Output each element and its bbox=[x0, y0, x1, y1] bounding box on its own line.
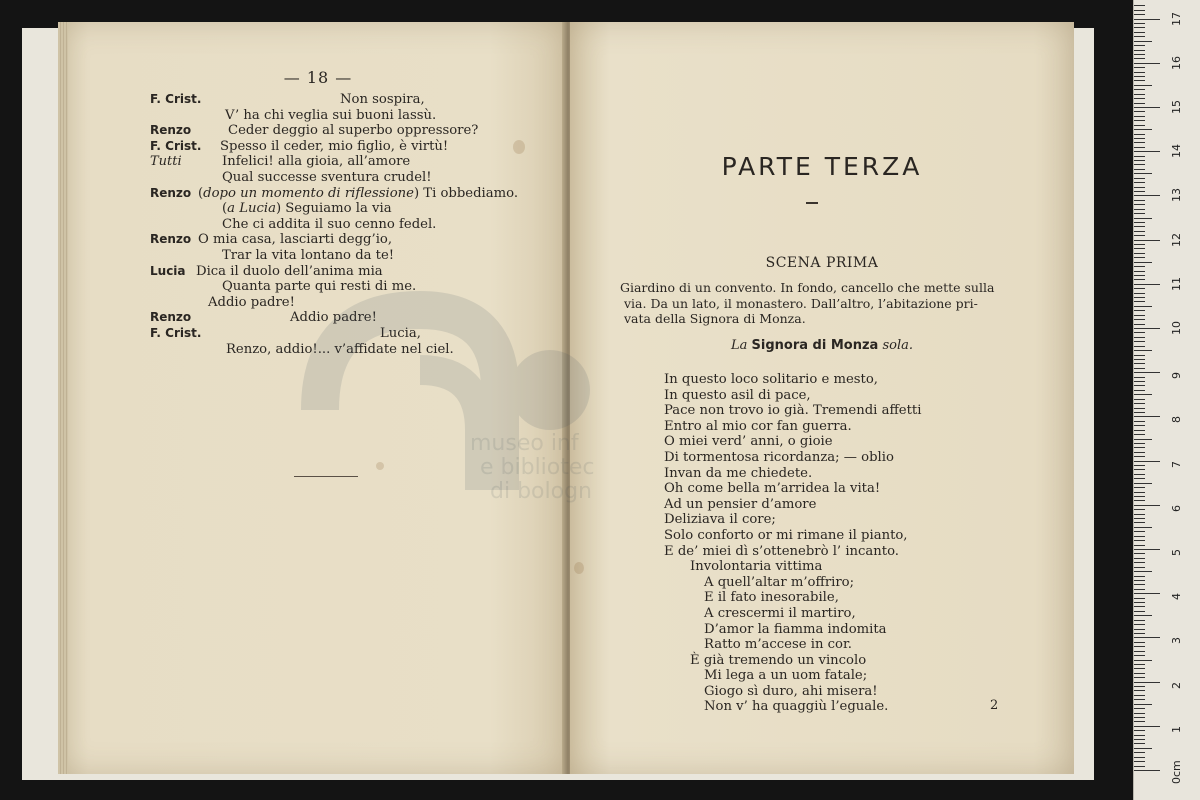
ruler-tick bbox=[1134, 103, 1145, 104]
ruler-label: 8 bbox=[1170, 416, 1183, 424]
dialogue-line bbox=[150, 201, 490, 217]
speaker-name: F. Crist. bbox=[150, 325, 202, 340]
ruler-tick bbox=[1134, 721, 1145, 722]
verse-line: E il fato inesorabile, bbox=[704, 590, 839, 606]
foxing-stain bbox=[574, 562, 584, 574]
dialogue-line bbox=[150, 342, 490, 358]
ruler-tick bbox=[1134, 766, 1145, 767]
speaker-name: Renzo bbox=[150, 185, 192, 200]
ruler-tick bbox=[1134, 447, 1145, 448]
ruler-tick bbox=[1134, 567, 1145, 568]
ruler-tick bbox=[1134, 735, 1145, 736]
verse-line: Mi lega a un uom fatale; bbox=[704, 668, 868, 684]
ruler-tick bbox=[1134, 178, 1145, 179]
ruler-tick bbox=[1134, 129, 1152, 130]
ruler-tick bbox=[1134, 107, 1160, 108]
ruler-tick bbox=[1134, 633, 1145, 634]
ruler-tick bbox=[1134, 624, 1145, 625]
ruler-tick bbox=[1134, 191, 1145, 192]
dialogue-line bbox=[150, 123, 490, 139]
verse-line: In questo asil di pace, bbox=[664, 387, 811, 403]
ruler-tick bbox=[1134, 248, 1145, 249]
dialogue-text-part: ) Seguiamo la via bbox=[275, 201, 392, 217]
ruler-tick bbox=[1134, 195, 1160, 196]
ruler-tick bbox=[1134, 169, 1145, 170]
ruler-tick bbox=[1134, 257, 1145, 258]
ruler-tick bbox=[1134, 346, 1145, 347]
stage-direction-line: vata della Signora di Monza. bbox=[624, 311, 806, 326]
ruler-tick bbox=[1134, 306, 1152, 307]
ruler-tick bbox=[1134, 319, 1145, 320]
ruler-tick bbox=[1134, 478, 1145, 479]
ruler-tick bbox=[1134, 487, 1145, 488]
ruler-tick bbox=[1134, 377, 1145, 378]
right-page bbox=[570, 22, 1074, 774]
ruler-tick bbox=[1134, 646, 1145, 647]
dialogue-line bbox=[150, 232, 490, 248]
ruler-tick bbox=[1134, 558, 1145, 559]
ruler-tick bbox=[1134, 699, 1145, 700]
ruler-label: 17 bbox=[1170, 11, 1183, 26]
ruler-tick bbox=[1134, 89, 1145, 90]
ruler-tick bbox=[1134, 743, 1145, 744]
ruler-tick bbox=[1134, 518, 1145, 519]
ruler-tick bbox=[1134, 27, 1145, 28]
ruler-tick bbox=[1134, 598, 1145, 599]
ruler-tick bbox=[1134, 372, 1160, 373]
ruler-tick bbox=[1134, 664, 1145, 665]
ruler-label: 16 bbox=[1170, 55, 1183, 70]
watermark-line: museo inf bbox=[470, 431, 579, 456]
ruler-tick bbox=[1134, 187, 1145, 188]
ruler-tick bbox=[1134, 244, 1145, 245]
dialogue-line bbox=[150, 264, 490, 280]
ruler-tick bbox=[1134, 337, 1145, 338]
verse-block bbox=[664, 372, 1004, 715]
character-line bbox=[570, 338, 1074, 353]
character-name: Signora di Monza bbox=[751, 338, 879, 353]
ruler-tick bbox=[1134, 200, 1145, 201]
dialogue-text: Addio padre! bbox=[290, 310, 377, 326]
ruler-label: 10 bbox=[1170, 321, 1183, 335]
ruler-tick bbox=[1134, 403, 1145, 404]
dialogue-block bbox=[150, 92, 519, 357]
ruler-tick bbox=[1134, 94, 1145, 95]
speaker-name: F. Crist. bbox=[150, 92, 202, 106]
page-edges bbox=[58, 22, 68, 774]
dialogue-text-part: ) Ti obbediamo. bbox=[413, 185, 519, 201]
ruler-tick bbox=[1134, 134, 1145, 135]
open-book bbox=[58, 22, 1074, 774]
ruler-tick bbox=[1134, 160, 1145, 161]
verse-line: Solo conforto or mi rimane il pianto, bbox=[664, 527, 908, 543]
ruler-tick bbox=[1134, 761, 1145, 762]
speaker-name: Renzo bbox=[150, 123, 192, 138]
dialogue-line bbox=[150, 310, 490, 326]
ruler-tick bbox=[1134, 549, 1160, 550]
ruler-label: 14 bbox=[1170, 144, 1183, 159]
ruler-tick bbox=[1134, 301, 1145, 302]
dialogue-text-part: ( bbox=[198, 185, 204, 201]
ruler-tick bbox=[1134, 240, 1160, 241]
ruler-tick bbox=[1134, 368, 1145, 369]
ruler-tick bbox=[1134, 324, 1145, 325]
ruler-tick bbox=[1134, 262, 1152, 263]
ruler-tick bbox=[1134, 536, 1145, 537]
dialogue-line bbox=[150, 326, 490, 342]
ruler-tick bbox=[1134, 739, 1145, 740]
ruler-tick bbox=[1134, 151, 1160, 152]
ruler-tick bbox=[1134, 147, 1145, 148]
ruler-label: 12 bbox=[1170, 232, 1183, 247]
verse-line: Deliziava il core; bbox=[664, 512, 776, 528]
character-suffix: sola. bbox=[882, 338, 913, 353]
ruler-tick bbox=[1134, 328, 1160, 329]
ruler-tick bbox=[1134, 253, 1145, 254]
dialogue-line bbox=[150, 279, 490, 295]
ruler-tick bbox=[1134, 67, 1145, 68]
ruler-label: 5 bbox=[1170, 549, 1183, 556]
verse-line: Entro al mio cor fan guerra. bbox=[664, 418, 852, 434]
ruler-tick bbox=[1134, 275, 1145, 276]
ruler-tick bbox=[1134, 660, 1152, 661]
dialogue-text: Spesso il ceder, mio figlio, è virtù! bbox=[220, 138, 449, 154]
dialogue-text: Dica il duolo dell’anima mia bbox=[196, 263, 383, 279]
ruler-tick bbox=[1134, 496, 1145, 497]
dialogue-text: V’ ha chi veglia sui buoni lassù. bbox=[225, 107, 437, 123]
ruler-tick bbox=[1134, 142, 1145, 143]
watermark-line: di bologn bbox=[490, 479, 592, 504]
ruler-tick bbox=[1134, 730, 1145, 731]
ruler-tick bbox=[1134, 726, 1160, 727]
stage-direction-line: via. Da un lato, il monastero. Dall’altro, l’abitazione pri- bbox=[624, 295, 978, 311]
ruler-tick bbox=[1134, 576, 1145, 577]
ruler-tick bbox=[1134, 708, 1145, 709]
ruler-tick bbox=[1134, 562, 1145, 563]
ruler-tick bbox=[1134, 637, 1160, 638]
verse-line: D’amor la fiamma indomita bbox=[704, 621, 887, 637]
ruler-tick bbox=[1134, 310, 1145, 311]
end-rule bbox=[294, 476, 358, 477]
ruler-tick bbox=[1134, 522, 1145, 523]
ruler-tick bbox=[1134, 690, 1145, 691]
ruler-label: 13 bbox=[1170, 188, 1183, 203]
ruler-label: 3 bbox=[1170, 637, 1183, 645]
stage-direction bbox=[620, 280, 1024, 327]
ruler-tick bbox=[1134, 416, 1160, 417]
foxing-stain bbox=[376, 462, 384, 470]
scene-heading: SCENA PRIMA bbox=[765, 255, 879, 271]
ruler-tick bbox=[1134, 580, 1145, 581]
ruler-label: 2 bbox=[1170, 681, 1183, 689]
ruler-tick bbox=[1134, 500, 1145, 501]
ruler-tick bbox=[1134, 509, 1145, 510]
ruler-tick bbox=[1134, 651, 1145, 652]
ruler-tick bbox=[1134, 315, 1145, 316]
verse-line: In questo loco solitario e mesto, bbox=[664, 372, 878, 387]
speaker-name: Lucia bbox=[150, 263, 186, 278]
ruler-tick bbox=[1134, 359, 1145, 360]
stage-direction-line: Giardino di un convento. In fondo, cancello che mette sulla bbox=[620, 280, 995, 295]
ruler-tick bbox=[1134, 32, 1145, 33]
left-page bbox=[58, 22, 566, 774]
ruler-tick bbox=[1134, 116, 1145, 117]
ruler-tick bbox=[1134, 434, 1145, 435]
dialogue-text: Addio padre! bbox=[208, 294, 295, 310]
dialogue-line bbox=[150, 248, 490, 264]
dialogue-text: Lucia, bbox=[380, 325, 421, 341]
ruler-tick bbox=[1134, 173, 1152, 174]
ruler-tick bbox=[1134, 125, 1145, 126]
ruler-tick bbox=[1134, 611, 1145, 612]
ruler-tick bbox=[1134, 120, 1145, 121]
ruler-tick bbox=[1134, 677, 1145, 678]
verse-line: A crescermi il martiro, bbox=[704, 605, 856, 621]
ruler-tick bbox=[1134, 589, 1145, 590]
ruler-tick bbox=[1134, 390, 1145, 391]
verse-line: E de’ miei dì s’ottenebrò l’ incanto. bbox=[664, 543, 899, 559]
ruler-tick bbox=[1134, 341, 1145, 342]
ruler-tick bbox=[1134, 748, 1152, 749]
dialogue-text-part: a Lucia bbox=[227, 201, 276, 217]
dialogue-line bbox=[150, 139, 490, 155]
ruler-tick bbox=[1134, 430, 1145, 431]
ruler-tick bbox=[1134, 164, 1145, 165]
title-dash bbox=[806, 202, 818, 204]
ruler-tick bbox=[1134, 209, 1145, 210]
ruler-tick bbox=[1134, 45, 1145, 46]
verse-line: Ad un pensier d’amore bbox=[664, 496, 817, 512]
dialogue-text: Renzo, addio!... v’affidate nel ciel. bbox=[226, 341, 454, 357]
ruler-label: 11 bbox=[1170, 276, 1183, 291]
dialogue-text bbox=[222, 201, 392, 217]
watermark-line: e bibliotec bbox=[480, 455, 595, 480]
ruler-tick bbox=[1134, 80, 1145, 81]
dialogue-text: Qual successe sventura crudel! bbox=[222, 169, 432, 185]
ruler-tick bbox=[1134, 425, 1145, 426]
ruler-tick bbox=[1134, 456, 1145, 457]
dialogue-text-part: dopo un momento di riflessione bbox=[203, 185, 414, 201]
ruler-tick bbox=[1134, 673, 1145, 674]
dialogue-line bbox=[150, 295, 490, 311]
ruler-tick bbox=[1134, 469, 1145, 470]
ruler-tick bbox=[1134, 571, 1152, 572]
verse-line: Oh come bella m’arridea la vita! bbox=[664, 481, 881, 497]
ruler-tick bbox=[1134, 266, 1145, 267]
dialogue-line bbox=[150, 154, 490, 170]
dialogue-line bbox=[150, 108, 490, 124]
ruler-tick bbox=[1134, 553, 1145, 554]
ruler-tick bbox=[1134, 655, 1145, 656]
verse-line: Non v’ ha quaggiù l’eguale. bbox=[704, 699, 889, 715]
ruler-tick bbox=[1134, 76, 1145, 77]
ruler-tick bbox=[1134, 452, 1145, 453]
ruler-tick bbox=[1134, 284, 1160, 285]
ruler-tick bbox=[1134, 408, 1145, 409]
ruler-tick bbox=[1134, 19, 1160, 20]
ruler-tick bbox=[1134, 63, 1160, 64]
ruler-tick bbox=[1134, 5, 1145, 6]
verse-line: È già tremendo un vincolo bbox=[690, 652, 867, 668]
ruler-tick bbox=[1134, 682, 1160, 683]
ruler-tick bbox=[1134, 443, 1145, 444]
ruler-tick bbox=[1134, 606, 1145, 607]
ruler-tick bbox=[1134, 10, 1145, 11]
verse-line: Pace non trovo io già. Tremendi affetti bbox=[664, 403, 922, 419]
ruler-tick bbox=[1134, 752, 1145, 753]
ruler-tick bbox=[1134, 350, 1152, 351]
ruler-tick bbox=[1134, 226, 1145, 227]
page-number: — 18 — bbox=[283, 68, 353, 87]
ruler-tick bbox=[1134, 527, 1152, 528]
dialogue-line bbox=[150, 217, 490, 233]
verse-line: O miei verd’ anni, o gioie bbox=[664, 434, 833, 450]
ruler-tick bbox=[1134, 41, 1152, 42]
ruler-tick bbox=[1134, 770, 1160, 771]
ruler-tick bbox=[1134, 593, 1160, 594]
ruler-tick bbox=[1134, 332, 1145, 333]
dialogue-text: Quanta parte qui resti di me. bbox=[222, 279, 417, 295]
ruler-tick bbox=[1134, 218, 1152, 219]
ruler-tick bbox=[1134, 54, 1145, 55]
speaker-name: Tutti bbox=[150, 154, 182, 170]
ruler-tick bbox=[1134, 704, 1152, 705]
measurement-ruler bbox=[1133, 0, 1200, 800]
ruler-tick bbox=[1134, 293, 1145, 294]
ruler-tick bbox=[1134, 474, 1145, 475]
ruler-tick bbox=[1134, 421, 1145, 422]
dialogue-line bbox=[150, 185, 519, 202]
ruler-tick bbox=[1134, 111, 1145, 112]
ruler-tick bbox=[1134, 514, 1145, 515]
ruler-tick bbox=[1134, 72, 1145, 73]
ruler-tick bbox=[1134, 717, 1145, 718]
ruler-tick bbox=[1134, 98, 1145, 99]
ruler-tick bbox=[1134, 531, 1145, 532]
dialogue-text bbox=[198, 186, 518, 202]
ruler-tick bbox=[1134, 36, 1145, 37]
ruler-label: 15 bbox=[1170, 100, 1183, 114]
ruler-tick bbox=[1134, 222, 1145, 223]
ruler-tick bbox=[1134, 642, 1145, 643]
ruler-label: 4 bbox=[1170, 593, 1183, 601]
dialogue-text: Infelici! alla gioia, all’amore bbox=[222, 154, 411, 170]
ruler-tick bbox=[1134, 271, 1145, 272]
ruler-tick bbox=[1134, 615, 1152, 616]
ruler-tick bbox=[1134, 483, 1152, 484]
ruler-tick bbox=[1134, 695, 1145, 696]
ruler-label: 7 bbox=[1170, 460, 1183, 468]
ruler-label: 0cm bbox=[1170, 760, 1183, 784]
speaker-name: F. Crist. bbox=[150, 138, 202, 153]
ruler-label: 6 bbox=[1170, 504, 1183, 512]
ruler-tick bbox=[1134, 686, 1145, 687]
ruler-tick bbox=[1134, 288, 1145, 289]
speaker-name: Renzo bbox=[150, 232, 192, 247]
watermark-text bbox=[470, 432, 595, 504]
signature-mark: 2 bbox=[990, 698, 999, 713]
ruler-tick bbox=[1134, 297, 1145, 298]
dialogue-text: Non sospira, bbox=[340, 92, 425, 107]
ruler-tick bbox=[1134, 757, 1145, 758]
ruler-tick bbox=[1134, 399, 1145, 400]
ruler-tick bbox=[1134, 461, 1160, 462]
ruler-tick bbox=[1134, 279, 1145, 280]
ruler-label: 9 bbox=[1170, 372, 1183, 380]
ruler-tick bbox=[1134, 540, 1145, 541]
dialogue-text: Trar la vita lontano da te! bbox=[222, 247, 395, 263]
ruler-tick bbox=[1134, 620, 1145, 621]
ruler-tick bbox=[1134, 85, 1152, 86]
ruler-tick bbox=[1134, 156, 1145, 157]
verse-line: Invan da me chiedete. bbox=[664, 465, 813, 481]
ruler-tick bbox=[1134, 231, 1145, 232]
speaker-name: Renzo bbox=[150, 310, 192, 325]
verse-line: Involontaria vittima bbox=[690, 559, 823, 575]
foxing-stain bbox=[513, 140, 525, 154]
ruler-tick bbox=[1134, 545, 1145, 546]
ruler-tick bbox=[1134, 23, 1145, 24]
ruler-tick bbox=[1134, 14, 1145, 15]
dialogue-text: Che ci addita il suo cenno fedel. bbox=[222, 216, 437, 232]
verse-line: Giogo sì duro, ahi misera! bbox=[704, 683, 878, 699]
dialogue-line bbox=[150, 92, 490, 108]
ruler-tick bbox=[1134, 204, 1145, 205]
ruler-tick bbox=[1134, 602, 1145, 603]
dialogue-line bbox=[150, 170, 490, 186]
ruler-tick bbox=[1134, 213, 1145, 214]
ruler-tick bbox=[1134, 439, 1152, 440]
dialogue-text: Ceder deggio al superbo oppressore? bbox=[228, 123, 479, 139]
ruler-tick bbox=[1134, 629, 1145, 630]
verse-line: A quell’altar m’offriro; bbox=[704, 574, 855, 590]
ruler-tick bbox=[1134, 363, 1145, 364]
character-prefix: La bbox=[731, 338, 748, 353]
ruler-tick bbox=[1134, 412, 1145, 413]
ruler-tick bbox=[1134, 355, 1145, 356]
ruler-tick bbox=[1134, 138, 1145, 139]
ruler-tick bbox=[1134, 58, 1145, 59]
ruler-tick bbox=[1134, 713, 1145, 714]
ruler-label: 1 bbox=[1170, 725, 1183, 733]
ruler-tick bbox=[1134, 465, 1145, 466]
verse-line: Di tormentosa ricordanza; — oblio bbox=[664, 449, 894, 465]
ruler-tick bbox=[1134, 385, 1145, 386]
ruler-tick bbox=[1134, 668, 1145, 669]
ruler-tick bbox=[1134, 182, 1145, 183]
verse-line: Ratto m’accese in cor. bbox=[704, 637, 852, 653]
dialogue-text: O mia casa, lasciarti degg’io, bbox=[198, 232, 393, 248]
ruler-tick bbox=[1134, 492, 1145, 493]
ruler-tick bbox=[1134, 505, 1160, 506]
dialogue-text-part: ( bbox=[222, 201, 228, 217]
ruler-tick bbox=[1134, 50, 1145, 51]
ruler-tick bbox=[1134, 381, 1145, 382]
ruler-tick bbox=[1134, 394, 1152, 395]
ruler-tick bbox=[1134, 235, 1145, 236]
section-title: PARTE TERZA bbox=[721, 152, 923, 181]
ruler-tick bbox=[1134, 584, 1145, 585]
